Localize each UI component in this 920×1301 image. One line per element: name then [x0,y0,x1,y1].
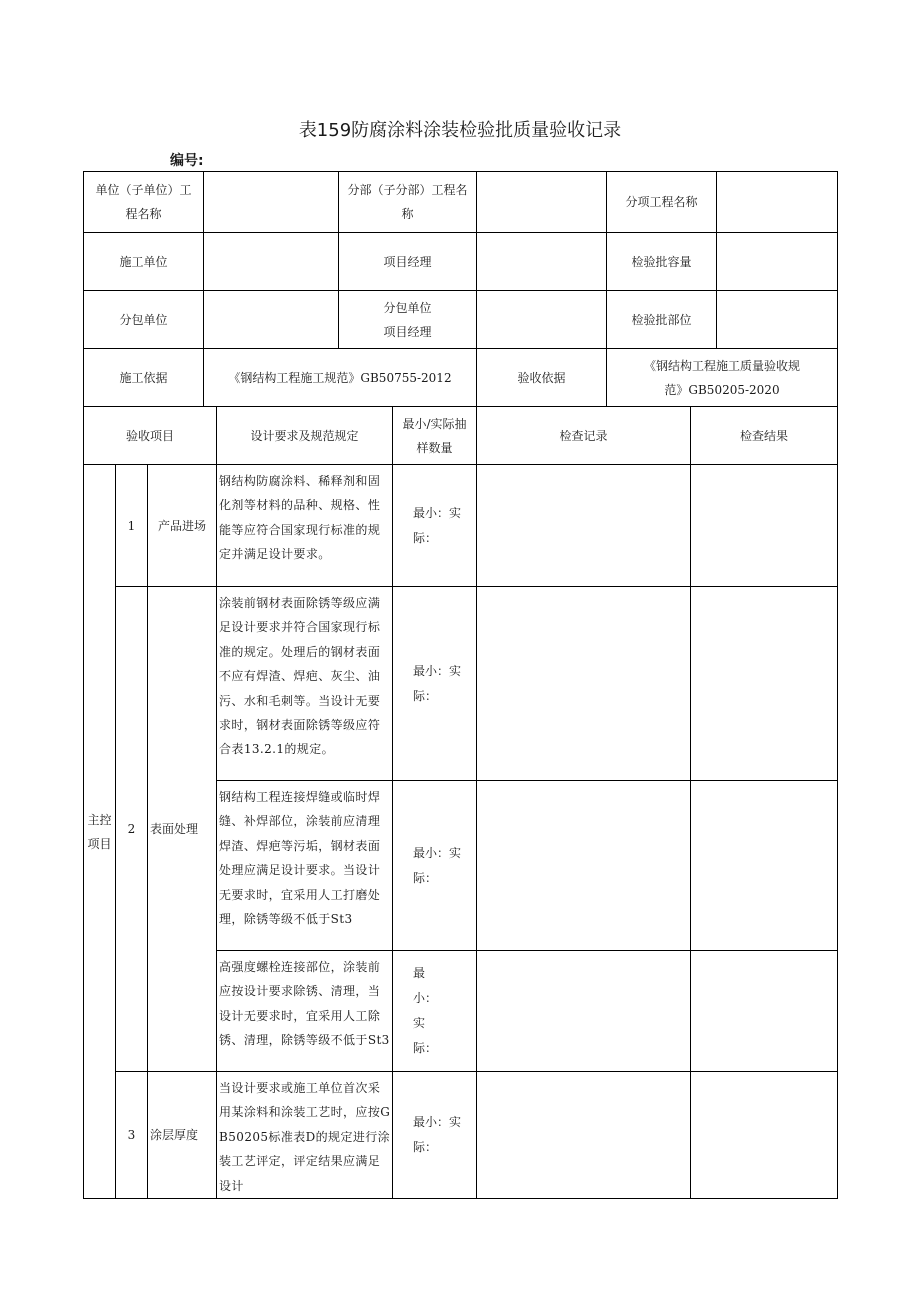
subcontractor-label: 分包单位 [84,291,204,349]
item-name-label: 分项工程名称 [607,172,717,233]
check-result-cell[interactable] [691,781,838,951]
design-requirement: 钢结构工程连接焊缝或临时焊缝、补焊部位，涂装前应清理焊渣、焊疤等污垢，钢材表面处理应满足设计要求。当设计无要求时，宜采用人工打磨处理，除锈等级不低于St3 [217,781,393,951]
acceptance-basis-value: 《钢结构工程施工质量验收规范》GB50205-2020 [607,349,838,407]
col-result-header: 检查结果 [691,407,838,465]
check-record-cell[interactable] [477,587,691,781]
col-record-header: 检查记录 [477,407,691,465]
sub-manager-label: 分包单位项目经理 [339,291,477,349]
check-result-cell[interactable] [691,587,838,781]
design-requirement: 钢结构防腐涂料、稀释剂和固化剂等材料的品种、规格、性能等应符合国家现行标准的规定并满足设计要求。 [217,465,393,587]
col-item-header: 验收项目 [84,407,217,465]
construction-basis-value: 《钢结构工程施工规范》GB50755-2012 [204,349,477,407]
number-label: 编号: [170,153,204,169]
sample-quantity: 最小：实际： [393,781,477,951]
constructor-value[interactable] [204,233,339,291]
project-manager-value[interactable] [477,233,607,291]
sample-quantity: 最小：实际： [393,587,477,781]
item-name: 表面处理 [148,587,217,1072]
design-requirement: 当设计要求或施工单位首次采用某涂料和涂装工艺时，应按GB50205标准表D的规定进行涂装工艺评定，评定结果应满足设计 [217,1072,393,1199]
unit-name-value[interactable] [204,172,339,233]
main-control-label: 主控项目 [84,465,116,1199]
check-record-cell[interactable] [477,781,691,951]
batch-part-label: 检验批部位 [607,291,717,349]
check-record-cell[interactable] [477,951,691,1072]
subdivision-name-label: 分部（子分部）工程名称 [339,172,477,233]
batch-capacity-value[interactable] [717,233,838,291]
constructor-label: 施工单位 [84,233,204,291]
col-design-header: 设计要求及规范规定 [217,407,393,465]
subcontractor-value[interactable] [204,291,339,349]
item-name-value[interactable] [717,172,838,233]
construction-basis-label: 施工依据 [84,349,204,407]
inspection-table [83,406,838,1199]
check-record-cell[interactable] [477,1072,691,1199]
unit-name-label: 单位（子单位）工程名称 [84,172,204,233]
subdivision-name-value[interactable] [477,172,607,233]
form-title: 表159防腐涂料涂装检验批质量验收记录 [298,120,622,141]
item-number: 3 [116,1072,148,1199]
sample-quantity: 最小：实际： [393,951,477,1072]
check-result-cell[interactable] [691,465,838,587]
batch-capacity-label: 检验批容量 [607,233,717,291]
sample-quantity: 最小：实际： [393,465,477,587]
project-manager-label: 项目经理 [339,233,477,291]
item-number: 1 [116,465,148,587]
sample-quantity: 最小：实际： [393,1072,477,1199]
header-info-table [83,171,838,407]
item-name: 产品进场 [148,465,217,587]
check-result-cell[interactable] [691,951,838,1072]
sub-manager-value[interactable] [477,291,607,349]
batch-part-value[interactable] [717,291,838,349]
check-result-cell[interactable] [691,1072,838,1199]
acceptance-basis-label: 验收依据 [477,349,607,407]
design-requirement: 涂装前钢材表面除锈等级应满足设计要求并符合国家现行标准的规定。处理后的钢材表面不应有焊渣、焊疤、灰尘、油污、水和毛刺等。当设计无要求时，钢材表面除锈等级应符合表13.2.1的规定。 [217,587,393,781]
col-sample-header: 最小/实际抽样数量 [393,407,477,465]
item-name: 涂层厚度 [148,1072,217,1199]
item-number: 2 [116,587,148,1072]
design-requirement: 高强度螺栓连接部位，涂装前应按设计要求除锈、清理，当设计无要求时，宜采用人工除锈、清理，除锈等级不低于St3 [217,951,393,1072]
check-record-cell[interactable] [477,465,691,587]
